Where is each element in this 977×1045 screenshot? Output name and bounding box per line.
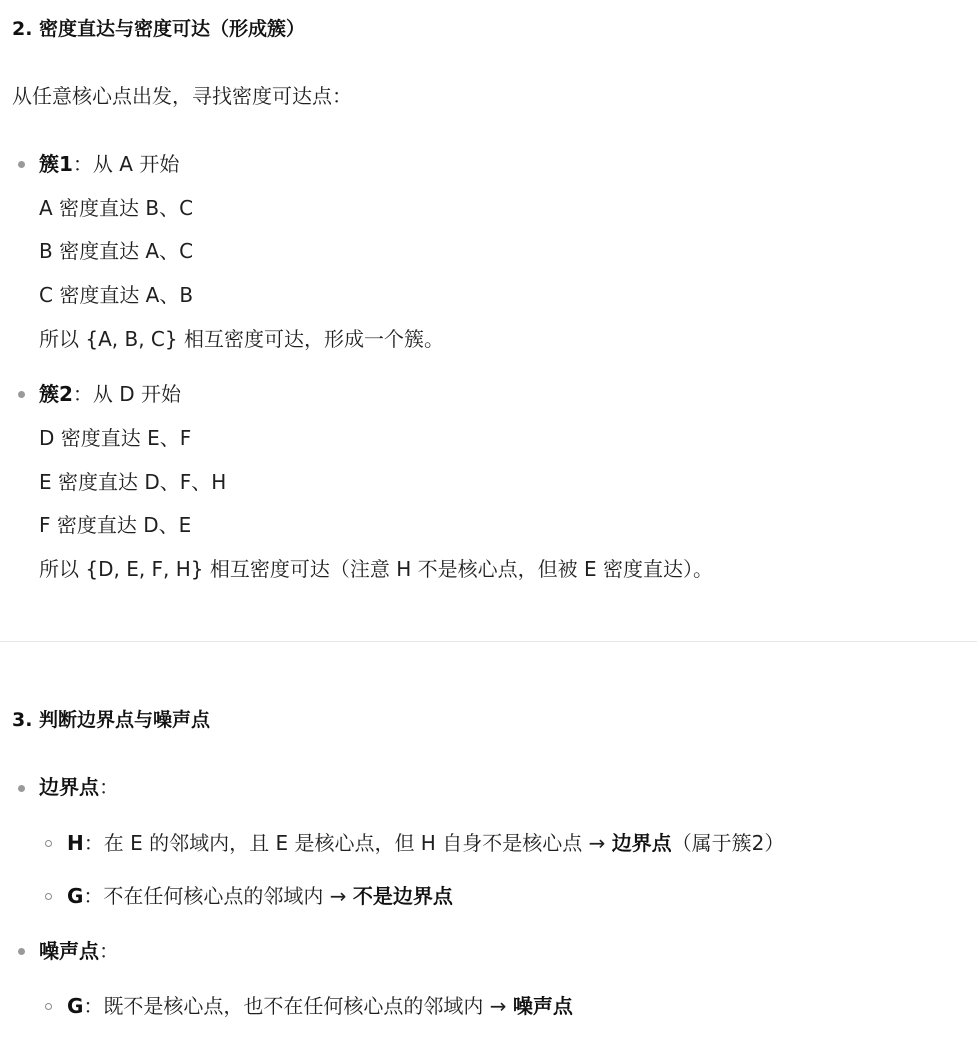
cluster-2-line: F 密度直达 D、E — [39, 513, 192, 537]
cluster-2-line: D 密度直达 E、F — [39, 426, 192, 450]
item-result: 边界点 — [611, 831, 672, 855]
border-point-title — [39, 773, 119, 801]
noise-point-title — [39, 937, 119, 965]
bullet-dot — [18, 161, 25, 168]
item-key: H — [67, 831, 84, 855]
border-item-g — [67, 882, 453, 910]
item-text: ：不在任何核心点的邻域内 → — [83, 884, 353, 908]
cluster-1-title — [39, 150, 179, 178]
noise-item-g — [67, 992, 573, 1020]
section-3-heading: 3. 判断边界点与噪声点 — [12, 709, 211, 731]
item-suffix: （属于簇2） — [671, 831, 785, 855]
cluster-2-conclusion: 所以 {D, E, F, H} 相互密度可达（注意 H 不是核心点，但被 E 密度直达）。 — [39, 557, 713, 581]
cluster-1-line: C 密度直达 A、B — [39, 283, 194, 307]
cluster-1-conclusion: 所以 {A, B, C} 相互密度可达，形成一个簇。 — [39, 327, 444, 351]
cluster-1-line: B 密度直达 A、C — [39, 239, 194, 263]
item-result: 噪声点 — [512, 994, 573, 1018]
bullet-dot — [18, 391, 25, 398]
sub-bullet-circle — [45, 840, 52, 847]
item-key: G — [67, 884, 84, 908]
border-point-label: 边界点 — [39, 775, 99, 799]
bullet-dot — [18, 948, 25, 955]
section-2-heading: 2. 密度直达与密度可达（形成簇） — [12, 18, 306, 40]
cluster-2-line: E 密度直达 D、F、H — [39, 470, 227, 494]
cluster-1-start: ：从 A 开始 — [72, 152, 180, 176]
colon: ： — [99, 939, 119, 963]
section-2-intro: 从任意核心点出发，寻找密度可达点： — [12, 84, 352, 108]
cluster-1-line: A 密度直达 B、C — [39, 196, 194, 220]
section-divider — [0, 641, 977, 642]
item-result: 不是边界点 — [352, 884, 453, 908]
cluster-2-start: ：从 D 开始 — [72, 382, 182, 406]
cluster-2-label: 簇2 — [39, 382, 73, 406]
cluster-2-title — [39, 380, 181, 408]
cluster-1-label: 簇1 — [39, 152, 73, 176]
noise-point-label: 噪声点 — [39, 939, 99, 963]
bullet-dot — [18, 785, 25, 792]
item-text: ：在 E 的邻域内，且 E 是核心点，但 H 自身不是核心点 → — [83, 831, 612, 855]
item-text: ：既不是核心点，也不在任何核心点的邻域内 → — [83, 994, 513, 1018]
border-item-h — [67, 829, 784, 857]
sub-bullet-circle — [45, 1003, 52, 1010]
item-key: G — [67, 994, 84, 1018]
sub-bullet-circle — [45, 893, 52, 900]
colon: ： — [99, 775, 119, 799]
